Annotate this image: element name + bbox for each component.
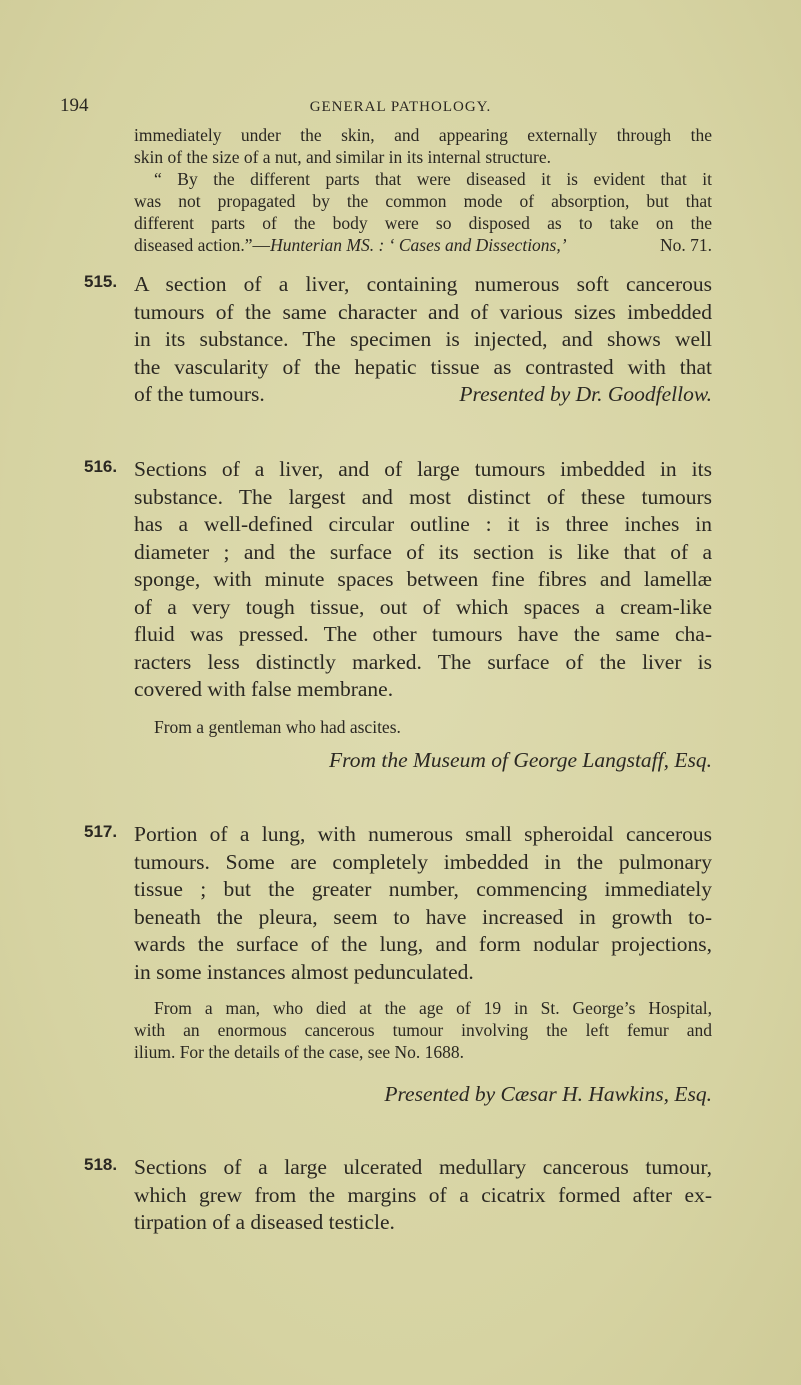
entry-517-credit bbox=[134, 1081, 712, 1109]
running-title: GENERAL PATHOLOGY. bbox=[309, 99, 492, 115]
text-line: A section of a liver, containing numerous soft cancerous bbox=[134, 272, 712, 296]
text-line bbox=[134, 234, 712, 256]
entry-518 bbox=[84, 1154, 712, 1237]
text-line: Sections of a large ulcerated medullary cancerous tumour, bbox=[134, 1155, 712, 1179]
credit-line: From the Museum of George Langstaff, Esq. bbox=[329, 748, 712, 772]
entry-517-note bbox=[134, 997, 712, 1063]
text-line: with an enormous cancerous tumour involving the left femur and bbox=[134, 1020, 712, 1040]
credit-line: Presented by Dr. Goodfellow. bbox=[459, 382, 712, 406]
text-line: tumours. Some are completely imbedded in the pulmonary bbox=[134, 849, 712, 874]
text-line: tissue ; but the greater number, commencing immediately bbox=[134, 877, 712, 901]
text-line: immediately under the skin, and appearing externally through the bbox=[134, 125, 712, 145]
text-line: sponge, with minute spaces between fine fibres and lamellæ bbox=[134, 567, 712, 591]
provenance-note: From a gentleman who had ascites. bbox=[154, 717, 401, 737]
text-line: racters less distinctly marked. The surface of the liver is bbox=[134, 649, 712, 674]
entry-516 bbox=[84, 456, 712, 704]
text-line: Portion of a lung, with numerous small spheroidal cancerous bbox=[134, 822, 712, 846]
text-line: of a very tough tissue, out of which spaces a cream-like bbox=[134, 594, 712, 619]
text-line: tumours of the same character and of various sizes imbedded bbox=[134, 299, 712, 324]
text-line: From a man, who died at the age of 19 in St. George’s Hospital, bbox=[154, 998, 712, 1018]
text-line: beneath the pleura, seem to have increased in growth to- bbox=[134, 904, 712, 929]
text-line: diameter ; and the surface of its section is like that of a bbox=[134, 539, 712, 564]
text-line: tirpation of a diseased testicle. bbox=[134, 1210, 395, 1234]
entry-516-note bbox=[134, 716, 712, 738]
text-fragment: of the tumours. bbox=[134, 382, 265, 406]
text-line: in its substance. The specimen is injected, and shows well bbox=[134, 327, 712, 351]
entry-number: 518. bbox=[84, 1155, 118, 1174]
text-line: “ By the different parts that were diseased it is evident that it bbox=[154, 169, 712, 189]
text-line: fluid was pressed. The other tumours have the same cha- bbox=[134, 622, 712, 646]
continuation-paragraph bbox=[134, 124, 712, 256]
text-line: wards the surface of the lung, and form nodular projections, bbox=[134, 932, 712, 956]
text-line: has a well-defined circular outline : it is three inches in bbox=[134, 512, 712, 536]
entry-516-credit bbox=[134, 747, 712, 775]
entry-517 bbox=[84, 821, 712, 986]
text-line: in some instances almost pedunculated. bbox=[134, 959, 474, 984]
text-line: which grew from the margins of a cicatrix formed after ex- bbox=[134, 1182, 712, 1207]
entry-number: 515. bbox=[84, 272, 118, 291]
entry-number: 516. bbox=[84, 457, 118, 476]
text-line: skin of the size of a nut, and similar in its internal structure. bbox=[134, 147, 551, 167]
citation-number: No. 71. bbox=[659, 235, 712, 255]
entry-number: 517. bbox=[84, 822, 118, 841]
credit-line: Presented by Cæsar H. Hawkins, Esq. bbox=[384, 1082, 712, 1106]
text-line bbox=[134, 381, 712, 409]
quote-end: diseased action.”— bbox=[134, 235, 271, 255]
source-citation: Hunterian MS. : ‘ Cases and Dissections,’ bbox=[270, 235, 567, 255]
text-line: covered with false membrane. bbox=[134, 677, 394, 701]
text-line: was not propagated by the common mode of absorption, but that bbox=[134, 191, 712, 211]
text-line: the vascularity of the hepatic tissue as contrasted with that bbox=[134, 354, 712, 379]
page-number: 194 bbox=[60, 95, 89, 116]
text-line: substance. The largest and most distinct of these tumours bbox=[134, 484, 712, 509]
text-line: different parts of the body were so disposed as to take on the bbox=[134, 213, 712, 233]
entry-515 bbox=[84, 271, 712, 409]
text-line: ilium. For the details of the case, see No. 1688. bbox=[134, 1042, 464, 1062]
text-line: Sections of a liver, and of large tumours imbedded in its bbox=[134, 457, 712, 481]
